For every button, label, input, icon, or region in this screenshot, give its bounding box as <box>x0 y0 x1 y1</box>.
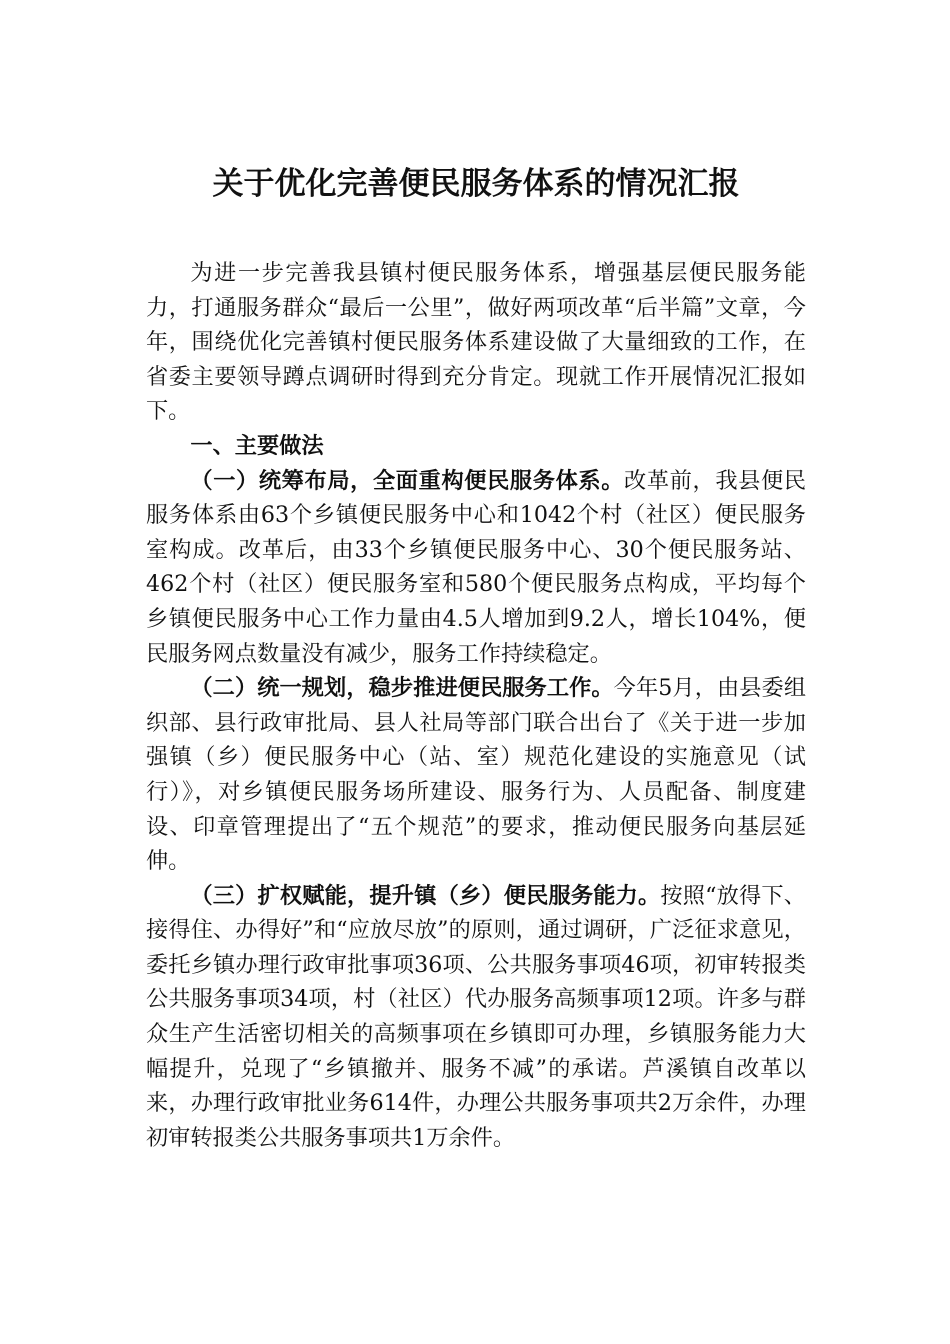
item-lead-2: （二）统一规划，稳步推进便民服务工作。 <box>190 675 614 702</box>
item-lead-1: （一）统筹布局，全面重构便民服务体系。 <box>190 467 625 494</box>
item-paragraph-3 <box>146 879 806 1156</box>
document-body <box>146 256 806 1155</box>
item-paragraph-1 <box>146 464 806 672</box>
document-title: 关于优化完善便民服务体系的情况汇报 <box>212 166 740 202</box>
item-paragraph-2 <box>146 671 806 879</box>
item-text-3: 按照“放得下、接得住、办得好”和“应放尽放”的原则，通过调研，广泛征求意见，委托乡镇办理行政审批事项36项、公共服务事项46项，初审转报类公共服务事项34项，村（社区）代办服务高频事项12项。许多与群众生产生活密切相关的高频事项在乡镇即可办理，乡镇服务能力大幅提升，兑现了“乡镇撤并、服务不减”的承诺。芦溪镇自改革以来，办理行政审批业务614件，办理公共服务事项共2万余件，办理初审转报类公共服务事项共1万余件。 <box>146 882 806 1151</box>
document-page <box>146 0 806 1344</box>
section-heading-1: 一、主要做法 <box>190 432 324 459</box>
intro-paragraph: 为进一步完善我县镇村便民服务体系，增强基层便民服务能力，打通服务群众“最后一公里”，做好两项改革“后半篇”文章，今年，围绕优化完善镇村便民服务体系建设做了大量细致的工作，在省委主要领导蹲点调研时得到充分肯定。现就工作开展情况汇报如下。 <box>146 260 806 425</box>
item-lead-3: （三）扩权赋能，提升镇（乡）便民服务能力。 <box>190 882 661 909</box>
item-text-2: 今年5月，由县委组织部、县行政审批局、县人社局等部门联合出台了《关于进一步加强镇（乡）便民服务中心（站、室）规范化建设的实施意见（试行）》，对乡镇便民服务场所建设、服务行为、人员配备、制度建设、印章管理提出了“五个规范”的要求，推动便民服务向基层延伸。 <box>146 675 807 875</box>
item-text-1: 改革前，我县便民服务体系由63个乡镇便民服务中心和1042个村（社区）便民服务室构成。改革后，由33个乡镇便民服务中心、30个便民服务站、462个村（社区）便民服务室和580个便民服务点构成，平均每个乡镇便民服务中心工作力量由4.5人增加到9.2人，增长104%，便民服务网点数量没有减少，服务工作持续稳定。 <box>146 467 807 667</box>
